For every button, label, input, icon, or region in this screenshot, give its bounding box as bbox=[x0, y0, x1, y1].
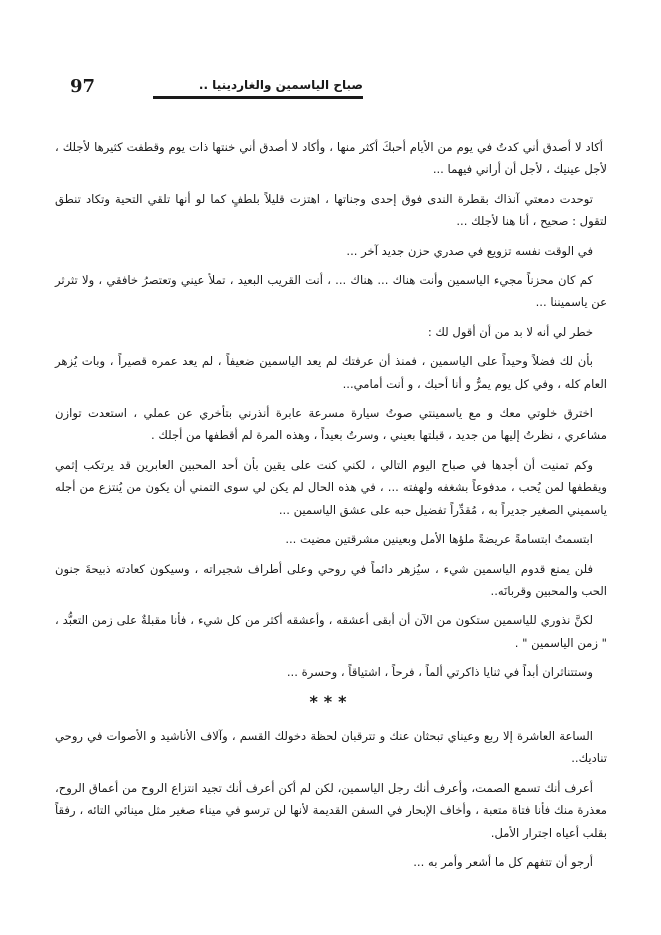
header-rule bbox=[153, 96, 363, 99]
paragraph: الساعة العاشرة إلا ربع وعيناي تبحثان عنك و تترقبان لحظة دخولك القسم ، وآلاف الأناشيد و الأصوات في روحي تناديك.. bbox=[55, 728, 607, 766]
paragraph: بأن لك فضلاً وحيداً على الياسمين ، فمنذ أن عرفتك لم يعد الياسمين ضعيفاً ، لم يعد عمره قصيراً ، وبات يُزهر العام كله ، وفي كل يوم يمرُّ و أنا أحبك ، و أنت أمامي... bbox=[55, 354, 607, 391]
paragraph: كم كان محزناً مجيء الياسمين وأنت هناك ... هناك ... ، أنت القريب البعيد ، تملأ عيني وتعتصرُ خافقي ، ولا تثرثر عن ياسميننا ... bbox=[55, 273, 607, 310]
paragraph: ابتسمتُ ابتسامةً عريضةً ملؤها الأمل وبعينين مشرقتين مضيت ... bbox=[285, 532, 593, 547]
paragraph: أكاد لا أصدق أني كدتُ في يوم من الأيام أحبكَ أكثر منها ، وأكاد لا أصدق أني خنتها ذات يوم وقطفت كثيرها لأجلك ، لأجل عينيك ، لأجل أن أراني فيهما ... bbox=[55, 140, 607, 177]
paragraph: خطر لي أنه لا بد من أن أقول لك : bbox=[427, 324, 593, 339]
paragraph: توحدت دمعتي آنذاك بقطرة الندى فوق إحدى وجناتها ، اهتزت قليلاً بلطفٍ كما لو أنها تلقي التحية وتكاد تنطق لتقول : صحيح ، أنا هنا لأجلك ... bbox=[55, 191, 607, 229]
paragraph: فلن يمنع قدوم الياسمين شيء ، سيُزهر دائماً في روحي وعلى أطراف شجيراته ، وسيكون كعادته ذبيحةَ جنون الحب والمحبين وقربانَه.. bbox=[55, 561, 607, 598]
page-header bbox=[58, 74, 363, 100]
running-title: صباح الياسمين والغاردينيا .. bbox=[198, 78, 363, 92]
body-text bbox=[55, 136, 607, 880]
paragraph: اخترق خلوتي معك و مع ياسمينتي صوتُ سيارة مسرعة عابرة أنذرني بتأخري عن عملي ، استعدت توازن مشاعري ، نظرتُ إليها من جديد ، قبلتها بعيني ، وسرتُ بعيداً ، وهذه المرة لم أقطفها من أجلك . bbox=[55, 406, 607, 443]
paragraph: في الوقت نفسه تزويع في صدري حزن جديد آخر ... bbox=[346, 243, 593, 258]
paragraph: أرجو أن تتفهم كل ما أشعر وأمر به ... bbox=[413, 854, 593, 869]
paragraph: وكم تمنيت أن أجدها في صباح اليوم التالي ، لكني كنت على يقين بأن أحد المحبين العابرين قد يرتكب إثمي ويقطفها لمن يُحب ، مدفوعاً بشغفه ولهفته ... ، في هذه الحال لم يكن لي سوى التمني أن يكون من يُنتزع من أجله ياسميني الصغير جديراً به ، مُقدِّراً تفضيل حبه على عشق الياسمين ... bbox=[55, 457, 607, 517]
section-separator: *** bbox=[309, 691, 353, 711]
page-number: 97 bbox=[70, 76, 96, 97]
paragraph: وستتناثران أبداً في ثنايا ذاكرتي ألماً ، فرحاً ، اشتياقاً ، وحسرة ... bbox=[286, 665, 593, 680]
paragraph: أعرف أنك تسمع الصمت، وأعرف أنك رجل الياسمين، لكن لم أكن أعرف أنك تجيد انتزاع الروح من أعماق الروح، معذرة منك فأنا فتاة متعبة ، وأخاف الإبحار في السفن القديمة لأنها لن ترسو في ميناء صغير مثل مينائي التائه ، رفقاً بقلب أعياه اجترار الأمل. bbox=[55, 780, 607, 840]
paragraph: لكنَّ نذوري للياسمين ستكون من الآن أن أبقى أعشقه ، وأعشقه أكثر من كل شيء ، فأنا مقبلةٌ على زمن التعبُّد ، " زمن الياسمين " . bbox=[55, 613, 607, 650]
